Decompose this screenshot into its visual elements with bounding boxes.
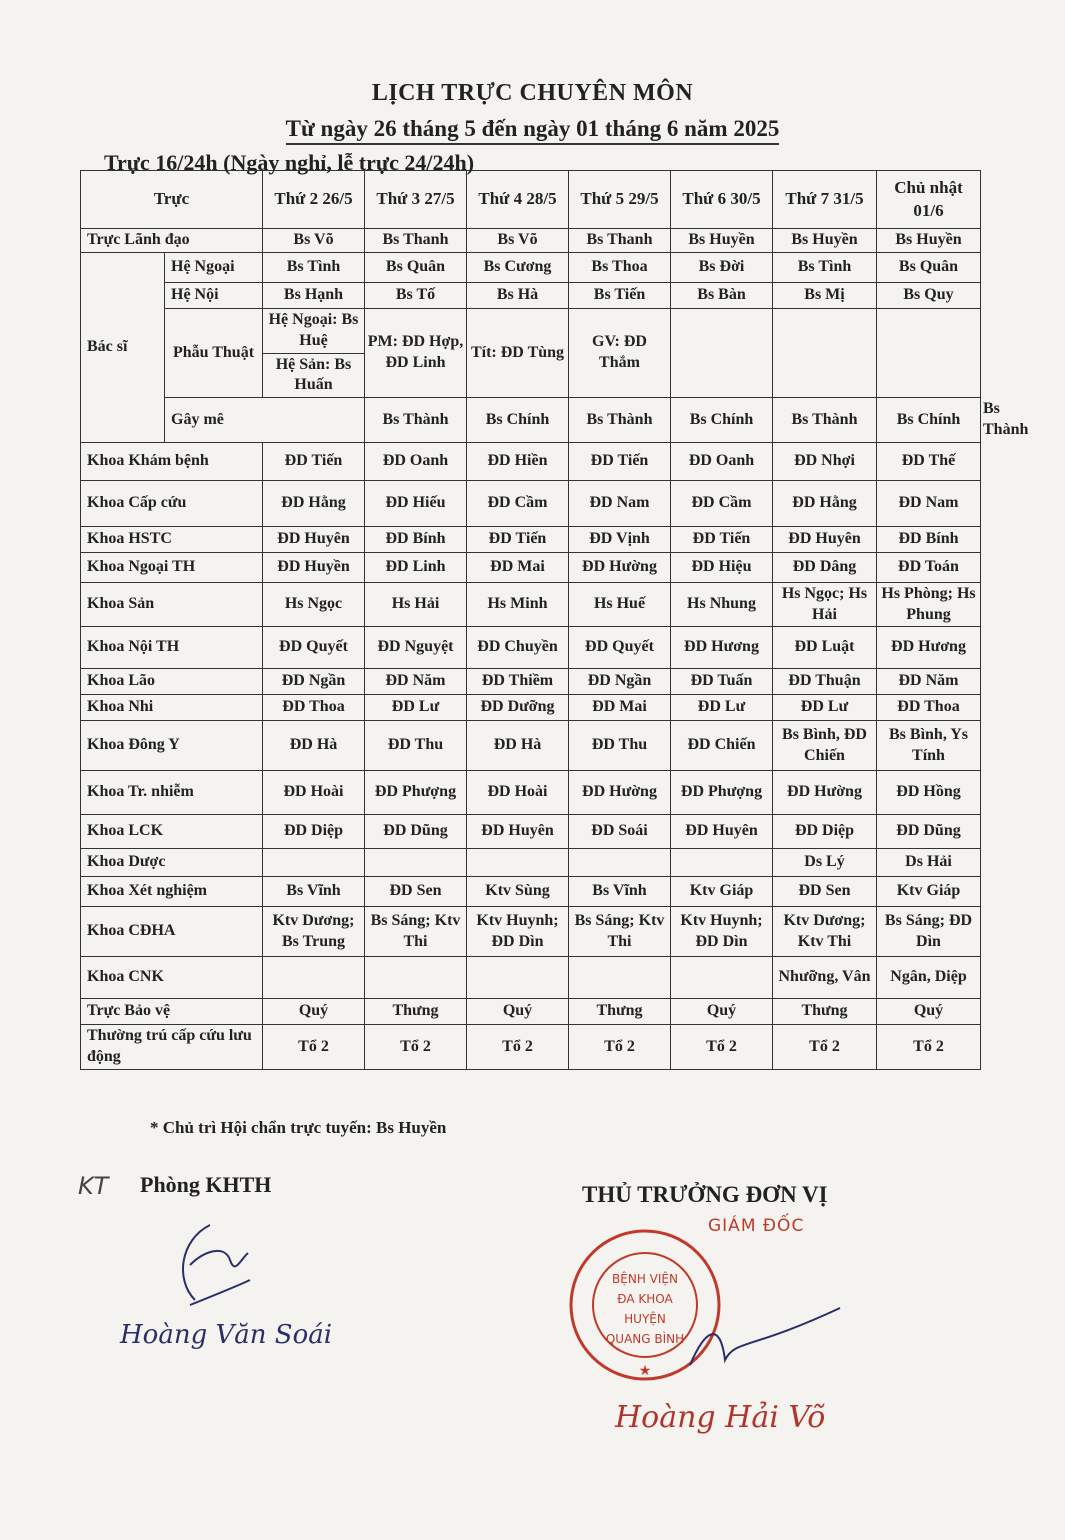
cell xyxy=(671,957,773,999)
left-department: Phòng KHTH xyxy=(140,1172,272,1197)
cell: ĐD Lư xyxy=(671,695,773,721)
cell: Tổ 2 xyxy=(263,1025,365,1070)
cell: ĐD Sen xyxy=(773,877,877,907)
corner-cell: Trực xyxy=(81,171,263,229)
cell: Bs Hạnh xyxy=(263,283,365,309)
cell: Bs Đời xyxy=(671,253,773,283)
schedule-row xyxy=(81,771,981,815)
document-subtitle xyxy=(0,116,1065,142)
cell: ĐD Nguyệt xyxy=(365,627,467,669)
cell: ĐD Hiếu xyxy=(365,480,467,526)
cell: ĐD Nam xyxy=(569,480,671,526)
leader-row xyxy=(81,229,981,253)
row-label: Khoa Dược xyxy=(81,849,263,877)
row-label: Khoa Nội TH xyxy=(81,627,263,669)
cell: Ktv Giáp xyxy=(671,877,773,907)
consult-note: * Chủ trì Hội chẩn trực tuyến: Bs Huyền xyxy=(150,1118,447,1137)
cell: Bs Quy xyxy=(877,283,981,309)
row-label: Khoa Sản xyxy=(81,582,263,627)
row-label: Hệ Ngoại xyxy=(165,253,263,283)
subtitle-text: Từ ngày 26 tháng 5 đến ngày 01 tháng 6 năm 2025 xyxy=(286,116,780,145)
cell: Hs Phòng; Hs Phung xyxy=(877,582,981,627)
cell: Bs Tố xyxy=(365,283,467,309)
cell: Ktv Giáp xyxy=(877,877,981,907)
row-label: Phẫu Thuật xyxy=(165,309,263,398)
cell: Ngân, Diệp xyxy=(877,957,981,999)
row-label: Khoa Đông Y xyxy=(81,721,263,771)
cell: Bs Quân xyxy=(877,253,981,283)
schedule-row xyxy=(81,1025,981,1070)
cell: Bs Hà xyxy=(467,283,569,309)
cell: ĐD Hoài xyxy=(263,771,365,815)
schedule-row xyxy=(81,442,981,480)
cell: Bs Tình xyxy=(263,253,365,283)
cell: Nhưỡng, Vân xyxy=(773,957,877,999)
row-label: Trực Bảo vệ xyxy=(81,999,263,1025)
schedule-body xyxy=(81,171,1029,1070)
cell: Hệ Sản: Bs Huấn xyxy=(263,353,365,398)
cell: Ktv Sùng xyxy=(467,877,569,907)
cell: ĐD Ngần xyxy=(263,669,365,695)
cell: Bs Sáng; Ktv Thi xyxy=(569,907,671,957)
row-label: Khoa CĐHA xyxy=(81,907,263,957)
cell: ĐD Tiến xyxy=(263,442,365,480)
cell: Bs Bình, Ys Tính xyxy=(877,721,981,771)
cell: ĐD Nhợi xyxy=(773,442,877,480)
cell: ĐD Thuận xyxy=(773,669,877,695)
cell: ĐD Dũng xyxy=(877,815,981,849)
day-header: Thứ 4 28/5 xyxy=(467,171,569,229)
cell xyxy=(467,957,569,999)
schedule-row xyxy=(81,552,981,582)
cell: Bs Bàn xyxy=(671,283,773,309)
cell: ĐD Cầm xyxy=(671,480,773,526)
cell: Hs Ngọc xyxy=(263,582,365,627)
cell: ĐD Toán xyxy=(877,552,981,582)
seal-line-4: QUANG BÌNH xyxy=(605,1332,685,1346)
day-header: Chủ nhật 01/6 xyxy=(877,171,981,229)
cell: Bs Huyền xyxy=(671,229,773,253)
cell: ĐD Thu xyxy=(365,721,467,771)
cell: ĐD Hồng xyxy=(877,771,981,815)
cell: ĐD Bính xyxy=(365,526,467,552)
cell: ĐD Phượng xyxy=(671,771,773,815)
cell: Tổ 2 xyxy=(877,1025,981,1070)
cell: Tổ 2 xyxy=(671,1025,773,1070)
schedule-row xyxy=(81,480,981,526)
cell xyxy=(671,309,773,398)
day-header: Thứ 7 31/5 xyxy=(773,171,877,229)
cell: Bs Cương xyxy=(467,253,569,283)
cell: ĐD Hoài xyxy=(467,771,569,815)
he-noi-row xyxy=(81,283,981,309)
cell: ĐD Hiền xyxy=(467,442,569,480)
cell xyxy=(569,957,671,999)
cell: ĐD Năm xyxy=(877,669,981,695)
cell: Hs Nhung xyxy=(671,582,773,627)
schedule-row xyxy=(81,695,981,721)
cell: ĐD Năm xyxy=(365,669,467,695)
schedule-row xyxy=(81,877,981,907)
cell: ĐD Huyền xyxy=(263,552,365,582)
cell: Bs Chính xyxy=(671,398,773,443)
cell: ĐD Mai xyxy=(467,552,569,582)
cell: Hs Huế xyxy=(569,582,671,627)
cell: ĐD Hường xyxy=(773,771,877,815)
doctor-label: Bác sĩ xyxy=(81,253,165,443)
cell: ĐD Huyên xyxy=(773,526,877,552)
cell: ĐD Nam xyxy=(877,480,981,526)
day-header: Thứ 6 30/5 xyxy=(671,171,773,229)
schedule-row xyxy=(81,627,981,669)
cell: Bs Thành xyxy=(365,398,467,443)
row-label: Khoa Tr. nhiễm xyxy=(81,771,263,815)
cell: ĐD Hằng xyxy=(773,480,877,526)
cell: ĐD Thoa xyxy=(263,695,365,721)
kt-mark: KT xyxy=(78,1172,109,1200)
cell: ĐD Thu xyxy=(569,721,671,771)
cell: ĐD Lư xyxy=(365,695,467,721)
cell xyxy=(467,849,569,877)
cell: Hs Minh xyxy=(467,582,569,627)
left-signature-name: Hoàng Văn Soái xyxy=(120,1320,333,1350)
cell: ĐD Diệp xyxy=(773,815,877,849)
schedule-row xyxy=(81,849,981,877)
cell xyxy=(263,849,365,877)
cell: ĐD Lư xyxy=(773,695,877,721)
cell: Thưng xyxy=(569,999,671,1025)
cell: Tít: ĐD Tùng xyxy=(467,309,569,398)
cell: ĐD Oanh xyxy=(365,442,467,480)
cell: Ds Lý xyxy=(773,849,877,877)
cell: Tổ 2 xyxy=(365,1025,467,1070)
cell: ĐD Linh xyxy=(365,552,467,582)
cell: Bs Võ xyxy=(467,229,569,253)
cell: Ds Hải xyxy=(877,849,981,877)
cell: ĐD Huyên xyxy=(671,815,773,849)
cell: Ktv Huynh; ĐD Dìn xyxy=(671,907,773,957)
header-row xyxy=(81,171,981,229)
cell xyxy=(365,957,467,999)
cell: PM: ĐD Hợp, ĐD Linh xyxy=(365,309,467,398)
day-header: Thứ 3 27/5 xyxy=(365,171,467,229)
row-label: Khoa LCK xyxy=(81,815,263,849)
cell: Bs Huyền xyxy=(773,229,877,253)
cell xyxy=(569,849,671,877)
cell: Quý xyxy=(877,999,981,1025)
cell: Hs Hải xyxy=(365,582,467,627)
cell: ĐD Quyết xyxy=(263,627,365,669)
row-label: Khoa Khám bệnh xyxy=(81,442,263,480)
cell: Bs Chính xyxy=(877,398,981,443)
cell: Bs Sáng; ĐD Dìn xyxy=(877,907,981,957)
cell: Bs Thành xyxy=(773,398,877,443)
cell: ĐD Thoa xyxy=(877,695,981,721)
cell: ĐD Soái xyxy=(569,815,671,849)
cell: Tổ 2 xyxy=(569,1025,671,1070)
cell: ĐD Dũng xyxy=(365,815,467,849)
cell: ĐD Thế xyxy=(877,442,981,480)
cell: Bs Thành xyxy=(569,398,671,443)
cell: Bs Sáng; Ktv Thi xyxy=(365,907,467,957)
right-role: GIÁM ĐỐC xyxy=(708,1216,805,1236)
schedule-row xyxy=(81,721,981,771)
cell: ĐD Huyên xyxy=(263,526,365,552)
cell xyxy=(365,849,467,877)
row-label: Hệ Nội xyxy=(165,283,263,309)
cell: ĐD Hương xyxy=(671,627,773,669)
day-header: Thứ 2 26/5 xyxy=(263,171,365,229)
day-header: Thứ 5 29/5 xyxy=(569,171,671,229)
cell: ĐD Quyết xyxy=(569,627,671,669)
shift-note: Trực 16/24h (Ngày nghỉ, lễ trực 24/24h) xyxy=(104,150,475,175)
cell: Quý xyxy=(263,999,365,1025)
cell: Bs Thoa xyxy=(569,253,671,283)
cell: Bs Vĩnh xyxy=(569,877,671,907)
cell: ĐD Hằng xyxy=(263,480,365,526)
cell xyxy=(263,957,365,999)
schedule-table xyxy=(80,170,1029,1069)
cell: ĐD Hường xyxy=(569,771,671,815)
cell: Ktv Huynh; ĐD Dìn xyxy=(467,907,569,957)
cell: Bs Mị xyxy=(773,283,877,309)
he-ngoai-row xyxy=(81,253,981,283)
row-label: Gây mê xyxy=(165,398,365,443)
cell: Bs Bình, ĐD Chiến xyxy=(773,721,877,771)
seal-line-3: HUYỆN xyxy=(624,1312,666,1326)
cell xyxy=(671,849,773,877)
cell: Thưng xyxy=(365,999,467,1025)
schedule-row xyxy=(81,582,981,627)
row-label: Thường trú cấp cứu lưu động xyxy=(81,1025,263,1070)
row-label: Khoa Lão xyxy=(81,669,263,695)
schedule-row xyxy=(81,907,981,957)
left-signature-scribble xyxy=(170,1205,260,1315)
cell xyxy=(773,309,877,398)
cell: Bs Huyền xyxy=(877,229,981,253)
cell: ĐD Dâng xyxy=(773,552,877,582)
cell: Ktv Dương; Ktv Thi xyxy=(773,907,877,957)
schedule-row: Gây mê Bs Thành Bs Chính Bs Thành Bs Chính Bs Thành Bs Chính Bs Thành xyxy=(81,398,981,443)
seal-line-1: BỆNH VIỆN xyxy=(612,1272,678,1286)
schedule-row xyxy=(81,669,981,695)
document-title: LỊCH TRỰC CHUYÊN MÔN xyxy=(371,80,694,106)
row-label: Khoa Cấp cứu xyxy=(81,480,263,526)
cell: Bs Thanh xyxy=(365,229,467,253)
row-label: Khoa Nhi xyxy=(81,695,263,721)
row-label: Khoa Ngoại TH xyxy=(81,552,263,582)
cell: ĐD Cầm xyxy=(467,480,569,526)
cell: Bs Tình xyxy=(773,253,877,283)
row-label: Khoa Xét nghiệm xyxy=(81,877,263,907)
cell: Ktv Dương; Bs Trung xyxy=(263,907,365,957)
cell: ĐD Hương xyxy=(877,627,981,669)
cell: Bs Thanh xyxy=(569,229,671,253)
cell: ĐD Tuấn xyxy=(671,669,773,695)
seal-star-icon: ★ xyxy=(638,1364,652,1379)
cell: Quý xyxy=(671,999,773,1025)
cell: Hs Ngọc; Hs Hải xyxy=(773,582,877,627)
cell: ĐD Tiến xyxy=(671,526,773,552)
cell: Bs Võ xyxy=(263,229,365,253)
right-signature-scribble xyxy=(680,1300,860,1380)
schedule-row xyxy=(81,999,981,1025)
cell: Quý xyxy=(467,999,569,1025)
right-title: THỦ TRƯỞNG ĐƠN VỊ xyxy=(582,1182,828,1207)
cell: ĐD Hà xyxy=(263,721,365,771)
cell: ĐD Luật xyxy=(773,627,877,669)
cell: ĐD Thiềm xyxy=(467,669,569,695)
cell: ĐD Tiến xyxy=(569,442,671,480)
cell: ĐD Chiến xyxy=(671,721,773,771)
cell: Bs Vĩnh xyxy=(263,877,365,907)
cell xyxy=(877,309,981,398)
cell: ĐD Hiệu xyxy=(671,552,773,582)
cell: ĐD Mai xyxy=(569,695,671,721)
phau-thuat-row-a xyxy=(81,309,981,354)
cell: Tổ 2 xyxy=(467,1025,569,1070)
cell: ĐD Ngần xyxy=(569,669,671,695)
cell: ĐD Oanh xyxy=(671,442,773,480)
row-label: Khoa CNK xyxy=(81,957,263,999)
cell: Bs Quân xyxy=(365,253,467,283)
cell: ĐD Chuyền xyxy=(467,627,569,669)
row-label: Trực Lãnh đạo xyxy=(81,229,263,253)
cell: ĐD Huyên xyxy=(467,815,569,849)
cell: ĐD Tiến xyxy=(467,526,569,552)
cell: Bs Tiến xyxy=(569,283,671,309)
cell: ĐD Diệp xyxy=(263,815,365,849)
cell: Hệ Ngoại: Bs Huệ xyxy=(263,309,365,354)
cell: Thưng xyxy=(773,999,877,1025)
cell: Tổ 2 xyxy=(773,1025,877,1070)
schedule-row xyxy=(81,526,981,552)
cell: ĐD Dưỡng xyxy=(467,695,569,721)
cell: ĐD Hường xyxy=(569,552,671,582)
right-signature-name: Hoàng Hải Võ xyxy=(615,1400,826,1435)
cell: ĐD Hà xyxy=(467,721,569,771)
cell: Bs Chính xyxy=(467,398,569,443)
cell: GV: ĐD Thắm xyxy=(569,309,671,398)
cell: ĐD Bính xyxy=(877,526,981,552)
row-label: Khoa HSTC xyxy=(81,526,263,552)
schedule-row xyxy=(81,957,981,999)
cell: ĐD Sen xyxy=(365,877,467,907)
seal-line-2: ĐA KHOA xyxy=(617,1292,673,1306)
schedule-row xyxy=(81,815,981,849)
cell: ĐD Phượng xyxy=(365,771,467,815)
cell: ĐD Vịnh xyxy=(569,526,671,552)
